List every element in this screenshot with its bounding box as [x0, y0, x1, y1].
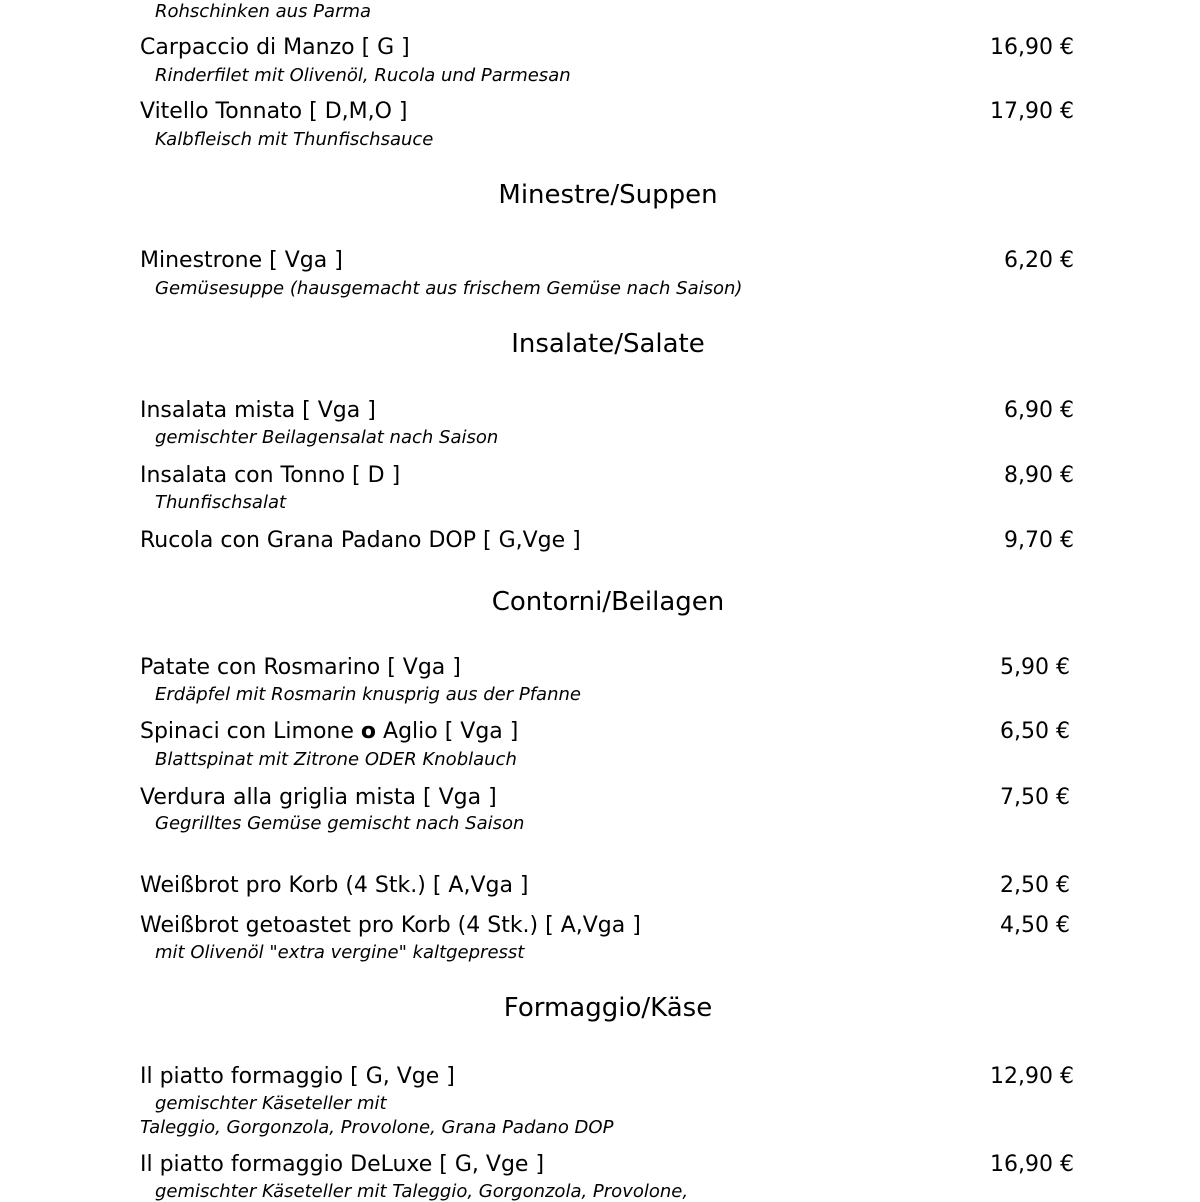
menu-item-name: Weißbrot pro Korb (4 Stk.) [ A,Vga ] [140, 873, 529, 898]
menu-item-price: 2,50 € [1000, 873, 1070, 898]
item-description: Gegrilltes Gemüse gemischt nach Saison [155, 813, 525, 834]
menu-item-name: Rucola con Grana Padano DOP [ G,Vge ] [140, 528, 581, 553]
section-heading-insalate: Insalate/Salate [511, 329, 705, 359]
section-heading-contorni: Contorni/Beilagen [491, 587, 725, 617]
menu-item-price: 7,50 € [1000, 785, 1070, 810]
item-description: Erdäpfel mit Rosmarin knusprig aus der Pfanne [155, 684, 581, 705]
name-part: Aglio [ Vga ] [376, 719, 519, 744]
menu-item-price: 6,20 € [1004, 248, 1074, 273]
name-part: Spinaci con Limone [140, 719, 361, 744]
menu-item-name [140, 721, 518, 743]
menu-item-name: Verdura alla griglia mista [ Vga ] [140, 785, 497, 810]
menu-item-price: 4,50 € [1000, 913, 1070, 938]
item-description: gemischter Käseteller mit Taleggio, Gorgonzola, Provolone, [155, 1181, 689, 1202]
item-description: gemischter Käseteller mit [155, 1093, 387, 1114]
menu-item-name: Il piatto formaggio [ G, Vge ] [140, 1064, 455, 1089]
item-description: Blattspinat mit Zitrone ODER Knoblauch [155, 749, 517, 770]
item-description: Thunfischsalat [155, 492, 287, 513]
item-description: Rohschinken aus Parma [155, 1, 372, 22]
menu-item-price: 5,90 € [1000, 655, 1070, 680]
menu-item-name: Patate con Rosmarino [ Vga ] [140, 655, 461, 680]
section-heading-minestre: Minestre/Suppen [498, 180, 718, 210]
menu-item-name: Minestrone [ Vga ] [140, 248, 343, 273]
menu-item-price: 6,90 € [1004, 398, 1074, 423]
menu-item-price: 12,90 € [990, 1064, 1074, 1089]
menu-item-name: Vitello Tonnato [ D,M,O ] [140, 99, 408, 124]
item-description: Gemüsesuppe (hausgemacht aus frischem Gemüse nach Saison) [155, 278, 743, 299]
item-description: Rinderfilet mit Olivenöl, Rucola und Parmesan [155, 65, 571, 86]
menu-item-price: 17,90 € [990, 99, 1074, 124]
item-description-line2: Taleggio, Gorgonzola, Provolone, Grana Padano DOP [140, 1117, 614, 1138]
menu-item-price: 16,90 € [990, 1152, 1074, 1177]
menu-item-name: Weißbrot getoastet pro Korb (4 Stk.) [ A,Vga ] [140, 913, 641, 938]
menu-item-name: Insalata con Tonno [ D ] [140, 463, 401, 488]
item-description: Kalbfleisch mit Thunfischsauce [155, 129, 434, 150]
name-part-bold: o [360, 719, 377, 744]
menu-item-price: 9,70 € [1004, 528, 1074, 553]
item-description: gemischter Beilagensalat nach Saison [155, 427, 499, 448]
menu-item-price: 16,90 € [990, 35, 1074, 60]
menu-item-name: Il piatto formaggio DeLuxe [ G, Vge ] [140, 1152, 545, 1177]
menu-item-price: 8,90 € [1004, 463, 1074, 488]
item-description: mit Olivenöl "extra vergine" kaltgepresst [155, 942, 525, 963]
section-heading-formaggio: Formaggio/Käse [503, 993, 713, 1023]
menu-item-name: Carpaccio di Manzo [ G ] [140, 35, 410, 60]
menu-item-name: Insalata mista [ Vga ] [140, 398, 376, 423]
menu-item-price: 6,50 € [1000, 719, 1070, 744]
